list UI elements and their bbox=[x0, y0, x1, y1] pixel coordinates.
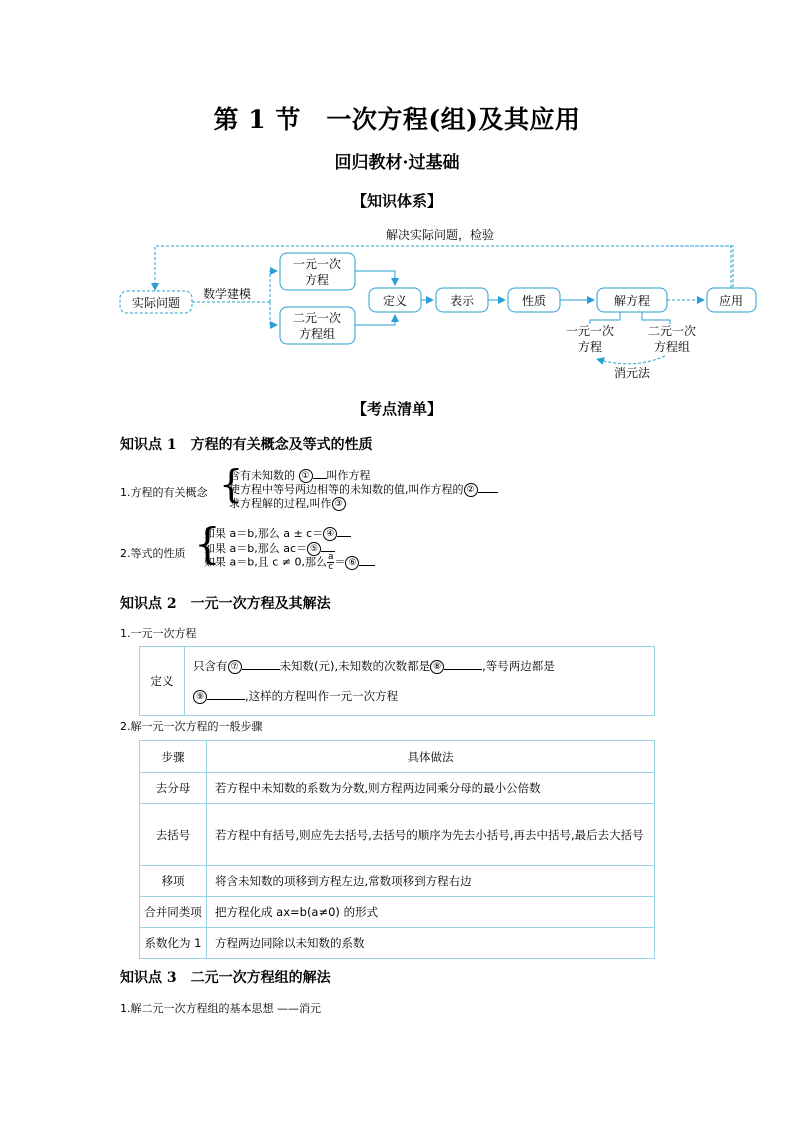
knowledge-diagram bbox=[110, 222, 697, 387]
step-method: 把方程化成 ax=b(a≠0) 的形式 bbox=[207, 897, 655, 928]
equality-property-line3: 如果 a＝b,且 c ≠ 0,那么 $\frac{a}{c}$ ＝ ⑥ bbox=[204, 553, 375, 572]
checklist-heading: 【考点清单】 bbox=[351, 400, 442, 418]
kp2-sub1: 1.一元一次方程 bbox=[120, 627, 197, 640]
step-name: 移项 bbox=[140, 866, 207, 897]
kp1-concept-line2: 使方程中等号两边相等的未知数的值,叫作方程的 ② bbox=[229, 481, 498, 497]
svg-text:性质: 性质 bbox=[521, 294, 547, 308]
knowledge-system-heading: 【知识体系】 bbox=[351, 192, 442, 210]
svg-text:一元一次: 一元一次 bbox=[292, 257, 342, 271]
definition-text: 只含有 ⑦ 未知数(元),未知数的次数都是 ⑧ ,等号两边都是 ⑨ ,这样的方程叫作一元一次方程 bbox=[185, 647, 655, 716]
steps-header-step: 步骤 bbox=[140, 741, 207, 773]
step-name: 去分母 bbox=[140, 773, 207, 804]
step-method: 将含未知数的项移到方程左边,常数项移到方程右边 bbox=[207, 866, 655, 897]
svg-text:方程组: 方程组 bbox=[298, 327, 336, 341]
steps-table bbox=[139, 740, 655, 959]
step-method: 方程两边同除以未知数的系数 bbox=[207, 928, 655, 959]
kp1-item2-label: 2.等式的性质 bbox=[120, 547, 186, 560]
svg-text:方程组: 方程组 bbox=[653, 340, 691, 354]
svg-text:一元一次: 一元一次 bbox=[565, 324, 615, 338]
kp3-sub1: 1.解二元一次方程组的基本思想 ——消元 bbox=[120, 1002, 321, 1015]
svg-text:方程: 方程 bbox=[577, 340, 603, 354]
kp2-heading: 知识点 2 一元一次方程及其解法 bbox=[120, 596, 331, 612]
kp1-heading: 知识点 1 方程的有关概念及等式的性质 bbox=[120, 437, 373, 453]
diagram-modeling-label: 数学建模 bbox=[202, 287, 252, 301]
diagram-application-part bbox=[670, 222, 770, 387]
svg-text:解方程: 解方程 bbox=[613, 294, 651, 308]
equality-property-line2: 如果 a＝b,那么 ac＝ ⑤ bbox=[204, 540, 335, 556]
step-method: 若方程中未知数的系数为分数,则方程两边同乘分母的最小公倍数 bbox=[207, 773, 655, 804]
svg-text:二元一次: 二元一次 bbox=[292, 311, 342, 325]
kp2-sub2: 2.解一元一次方程的一般步骤 bbox=[120, 720, 263, 733]
kp3-heading: 知识点 3 二元一次方程组的解法 bbox=[120, 970, 331, 986]
svg-text:应用: 应用 bbox=[718, 294, 744, 308]
svg-text:二元一次: 二元一次 bbox=[647, 324, 697, 338]
diagram-top-label: 解决实际问题，检验 bbox=[385, 228, 495, 242]
diagram-elimination-label: 消元法 bbox=[613, 366, 651, 380]
kp1-item1-label: 1.方程的有关概念 bbox=[120, 486, 208, 499]
steps-header-method: 具体做法 bbox=[207, 741, 655, 773]
definition-table bbox=[139, 646, 655, 716]
svg-text:实际问题: 实际问题 bbox=[131, 296, 181, 310]
definition-label: 定义 bbox=[140, 647, 185, 716]
kp1-concept-line3: 求方程解的过程,叫作 ③ bbox=[229, 495, 346, 511]
page-title: 第 1 节 一次方程(组)及其应用 bbox=[213, 105, 581, 134]
brace-icon: { bbox=[194, 519, 221, 568]
kp1-concept-line1: 含有未知数的 ① 叫作方程 bbox=[229, 469, 371, 482]
feedback-arrow bbox=[155, 246, 733, 290]
step-name: 系数化为 1 bbox=[140, 928, 207, 959]
step-name: 去括号 bbox=[140, 804, 207, 866]
brace-icon: { bbox=[219, 462, 244, 506]
step-name: 合并同类项 bbox=[140, 897, 207, 928]
svg-text:方程: 方程 bbox=[304, 273, 330, 287]
step-method: 若方程中有括号,则应先去括号,去括号的顺序为先去小括号,再去中括号,最后去大括号 bbox=[207, 804, 655, 866]
svg-text:表示: 表示 bbox=[449, 294, 475, 308]
svg-text:定义: 定义 bbox=[382, 294, 408, 308]
equality-property-line1: 如果 a＝b,那么 a ± c＝ ④ bbox=[204, 525, 351, 541]
page-subtitle: 回归教材·过基础 bbox=[334, 153, 460, 173]
